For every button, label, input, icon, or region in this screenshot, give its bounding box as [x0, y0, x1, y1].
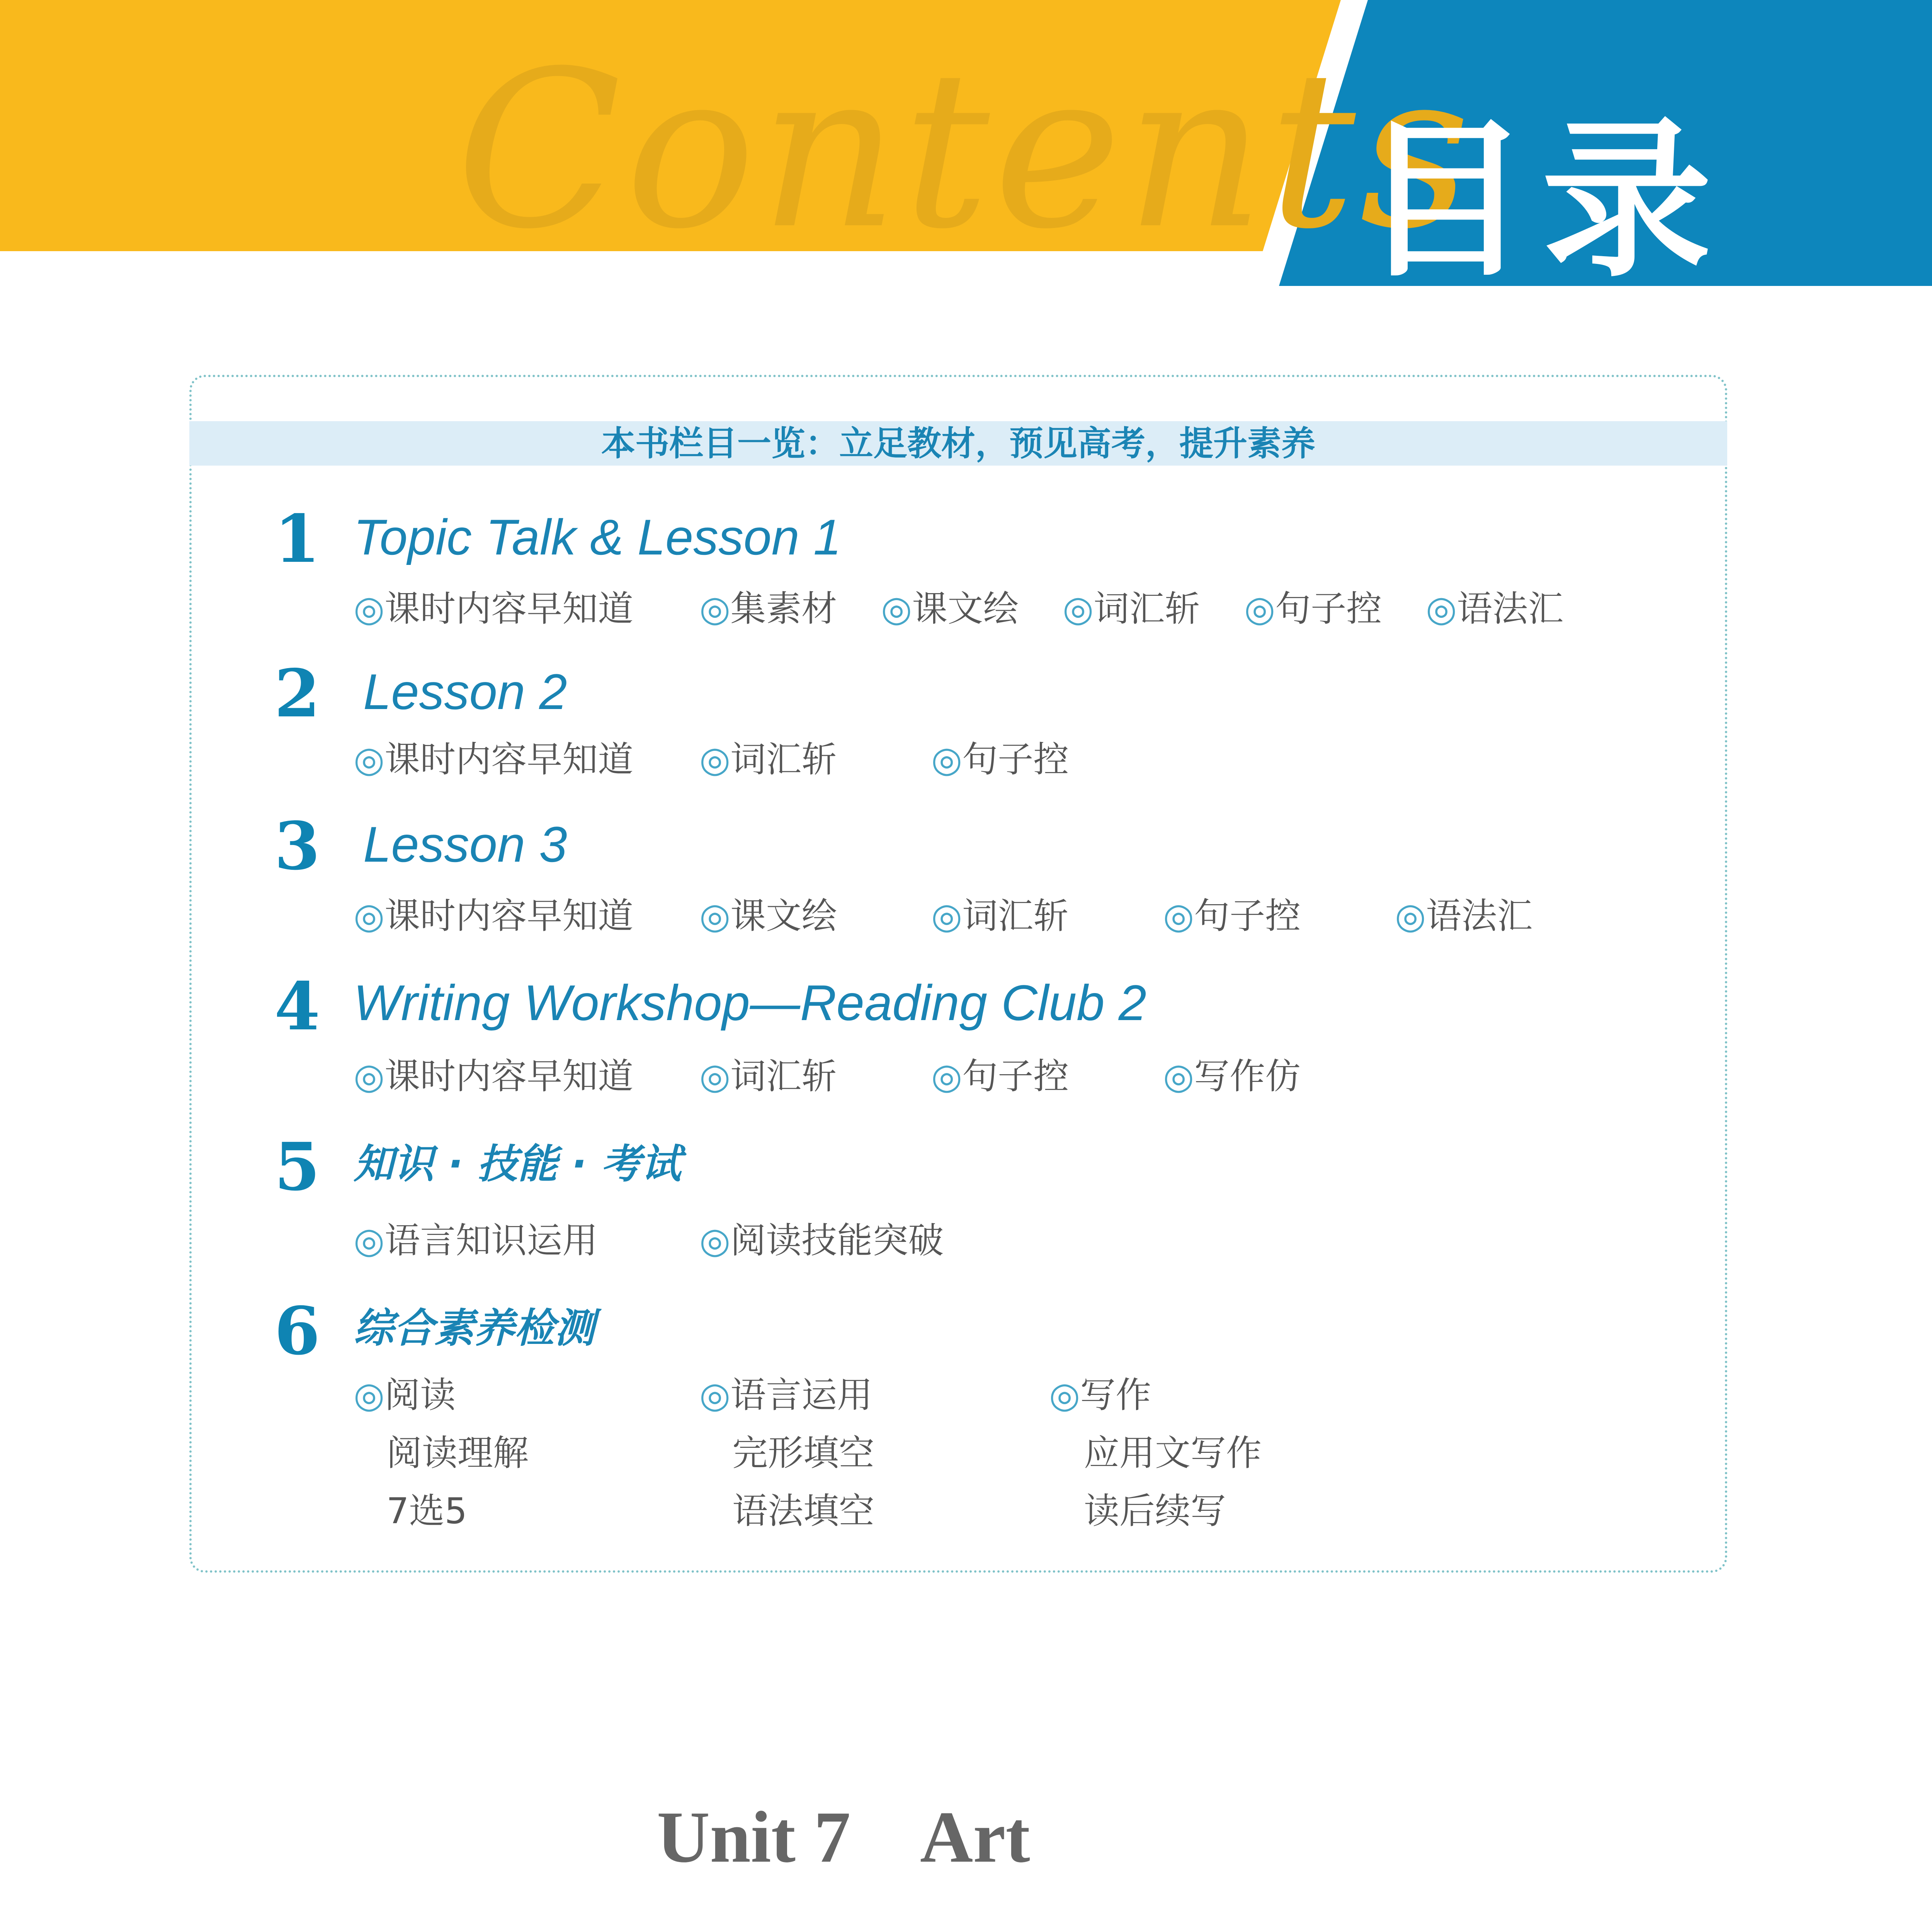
section-item: ◎阅读技能突破	[699, 1220, 944, 1261]
section-number: 4	[274, 968, 320, 1045]
section-item: ◎集素材	[699, 588, 837, 629]
section-number: 5	[274, 1128, 320, 1206]
section-number: 1	[274, 500, 320, 578]
overview-banner: 本书栏目一览：立足教材，预见高考，提升素养	[601, 423, 1315, 463]
section-item: ◎句子控	[1244, 588, 1382, 629]
section-item: ◎句子控	[1163, 895, 1301, 937]
section-subitem: 应用文写作	[1084, 1432, 1262, 1474]
section-item: ◎语法汇	[1395, 895, 1533, 937]
section-item: ◎句子控	[931, 739, 1069, 780]
unit-title: Unit 7 Art	[657, 1797, 1030, 1878]
section-title: 综合素养检测	[354, 1304, 595, 1352]
section-item: ◎写作仿	[1163, 1056, 1301, 1097]
section-number: 3	[274, 808, 320, 885]
section-title: Lesson 2	[363, 663, 567, 720]
section-title: 知识 · 技能 · 考试	[354, 1140, 681, 1187]
section-number: 2	[274, 655, 320, 732]
section-subitem: 7选5	[386, 1490, 468, 1532]
section-subitem: 完形填空	[732, 1432, 875, 1474]
section-item: ◎课时内容早知道	[354, 895, 634, 937]
section-title: Lesson 3	[363, 816, 567, 872]
section-title: Topic Talk & Lesson 1	[354, 509, 842, 565]
contents-watermark: Contents	[456, 25, 1475, 277]
section-item: ◎写作	[1049, 1374, 1151, 1416]
section-item: ◎词汇斩	[699, 739, 837, 780]
section-subitem: 阅读理解	[386, 1432, 529, 1474]
section-item: ◎词汇斩	[1063, 588, 1201, 629]
section-title: Writing Workshop—Reading Club 2	[354, 975, 1146, 1031]
section-number: 6	[274, 1293, 320, 1370]
section-item: ◎语言运用	[699, 1374, 873, 1416]
section-item: ◎词汇斩	[931, 895, 1069, 937]
section-item: ◎课文绘	[881, 588, 1019, 629]
section-item: ◎课文绘	[699, 895, 837, 937]
section-item: ◎课时内容早知道	[354, 588, 634, 629]
section-subitem: 语法填空	[732, 1490, 875, 1532]
section-item: ◎句子控	[931, 1056, 1069, 1097]
section-item: ◎语法汇	[1426, 588, 1564, 629]
section-item: ◎课时内容早知道	[354, 739, 634, 780]
page-title: 目录	[1360, 102, 1723, 300]
section-item: ◎阅读	[354, 1374, 456, 1416]
section-item: ◎语言知识运用	[354, 1220, 598, 1261]
section-item: ◎课时内容早知道	[354, 1056, 634, 1097]
section-item: ◎词汇斩	[699, 1056, 837, 1097]
section-subitem: 读后续写	[1084, 1490, 1226, 1532]
